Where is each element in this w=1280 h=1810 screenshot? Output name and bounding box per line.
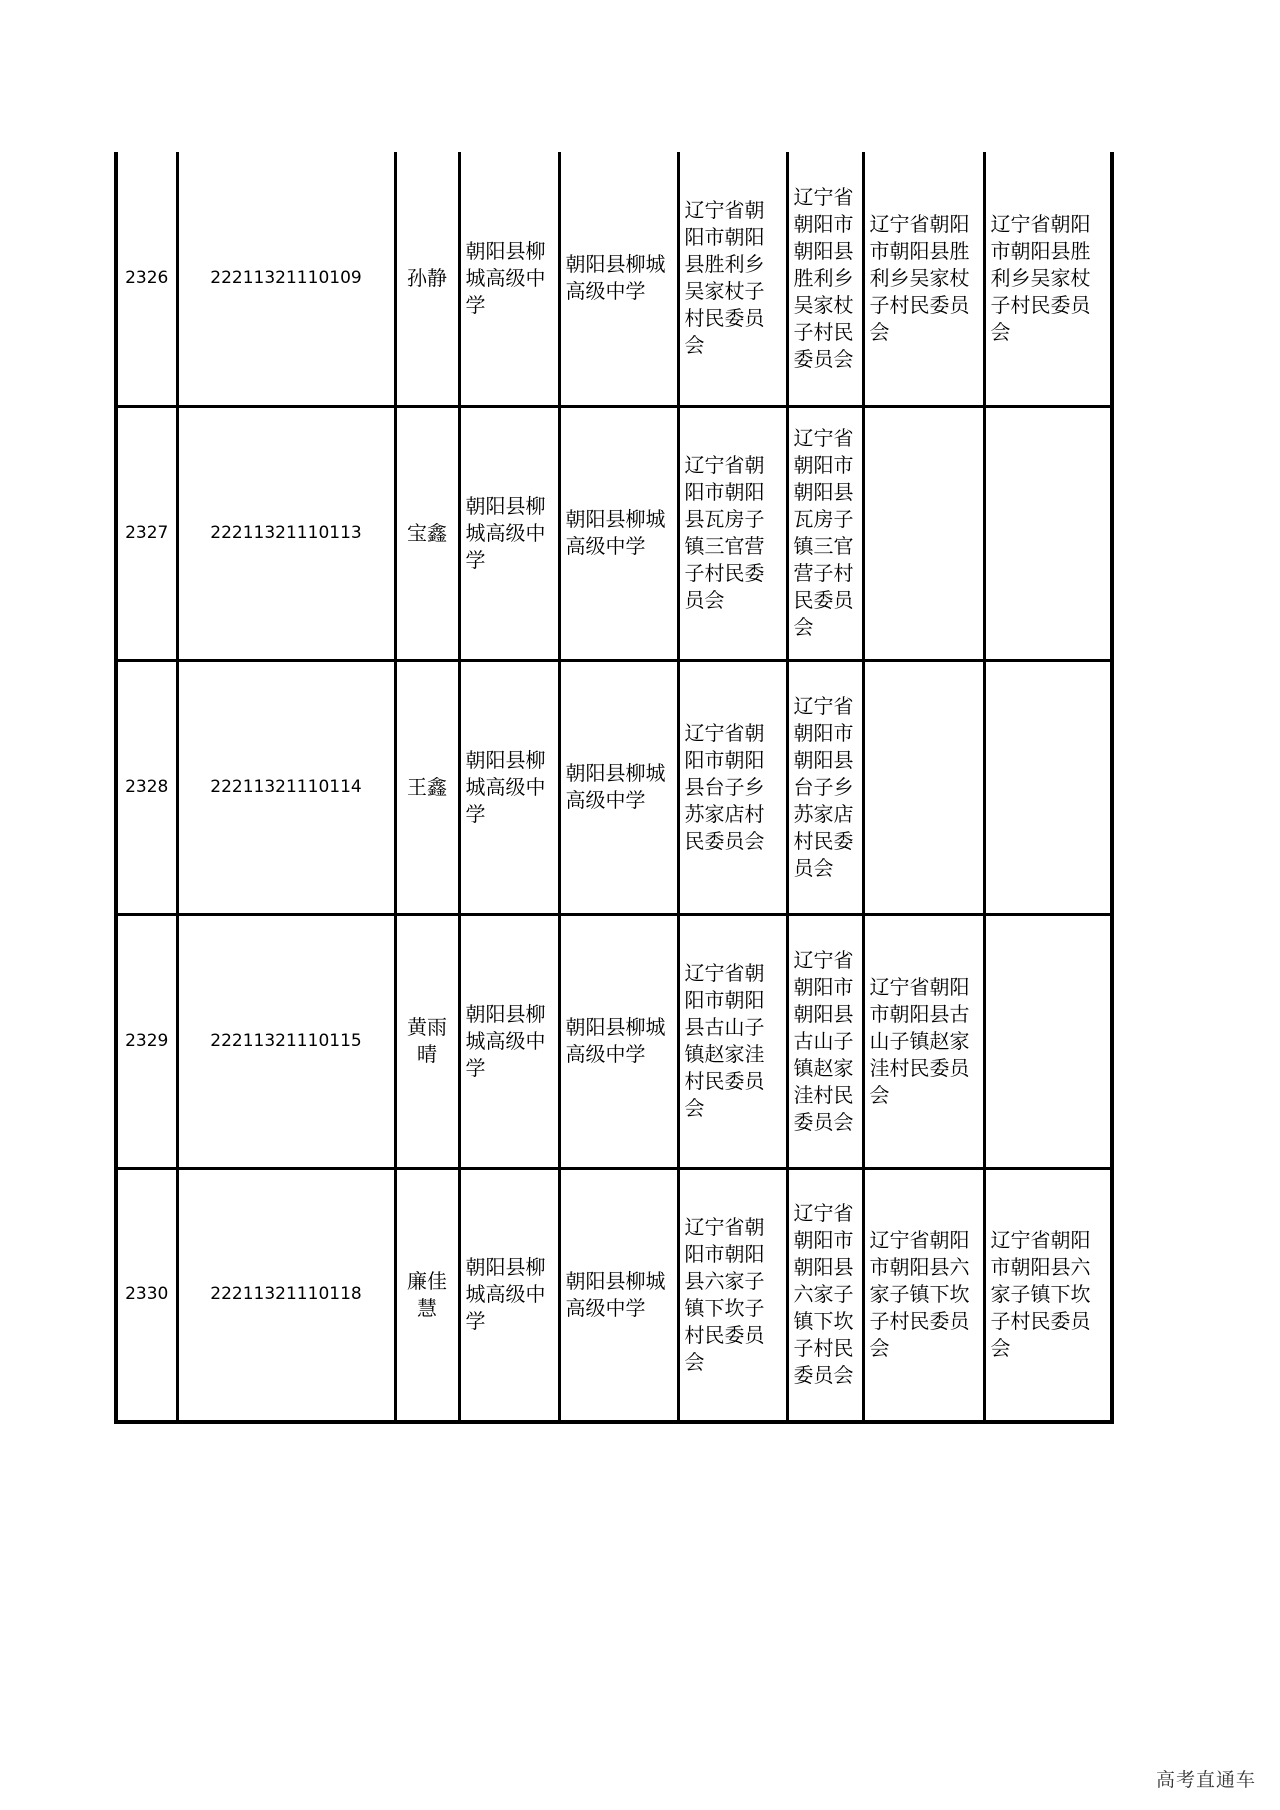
- address-2: 辽宁省朝阳市朝阳县胜利乡吴家杖子村民委员会: [787, 152, 863, 406]
- exam-id: 22211321110114: [177, 660, 395, 914]
- school: 朝阳县柳城高级中学: [459, 406, 559, 660]
- address-3: 辽宁省朝阳市朝阳县胜利乡吴家杖子村民委员会: [863, 152, 984, 406]
- student-name: 孙静: [395, 152, 459, 406]
- school: 朝阳县柳城高级中学: [459, 914, 559, 1168]
- address-1: 辽宁省朝阳市朝阳县台子乡苏家店村民委员会: [678, 660, 787, 914]
- address-1: 辽宁省朝阳市朝阳县六家子镇下坎子村民委员会: [678, 1168, 787, 1422]
- exam-id: 22211321110109: [177, 152, 395, 406]
- student-name: 廉佳慧: [395, 1168, 459, 1422]
- table-row: [116, 660, 1112, 914]
- table-row: [116, 914, 1112, 1168]
- address-4: [984, 660, 1112, 914]
- exam-id: 22211321110113: [177, 406, 395, 660]
- table-row: [116, 1168, 1112, 1422]
- student-name: 宝鑫: [395, 406, 459, 660]
- address-4: 辽宁省朝阳市朝阳县胜利乡吴家杖子村民委员会: [990, 211, 1091, 344]
- watermark-text: 高考直通车: [1155, 1769, 1256, 1791]
- school: 朝阳县柳城高级中学: [459, 660, 559, 914]
- school: 朝阳县柳城高级中学: [459, 1168, 559, 1422]
- table-row: [116, 152, 1112, 406]
- address-2: 辽宁省朝阳市朝阳县六家子镇下坎子村民委员会: [787, 1168, 863, 1422]
- row-number: 2327: [116, 406, 177, 660]
- address-1: 辽宁省朝阳市朝阳县瓦房子镇三官营子村民委员会: [678, 406, 787, 660]
- student-name: 黄雨晴: [395, 914, 459, 1168]
- school-2: 朝阳县柳城高级中学: [559, 914, 678, 1168]
- school-2: 朝阳县柳城高级中学: [559, 152, 678, 406]
- address-4: [984, 914, 1112, 1168]
- address-2: 辽宁省朝阳市朝阳县台子乡苏家店村民委员会: [787, 660, 863, 914]
- school: 朝阳县柳城高级中学: [459, 152, 559, 406]
- roster-table: [114, 152, 1114, 1424]
- address-1: 辽宁省朝阳市朝阳县古山子镇赵家洼村民委员会: [678, 914, 787, 1168]
- row-number: 2326: [116, 152, 177, 406]
- roster-table-container: [114, 152, 1114, 1424]
- address-4: [984, 406, 1112, 660]
- table-row: [116, 406, 1112, 660]
- exam-id: 22211321110115: [177, 914, 395, 1168]
- row-number: 2328: [116, 660, 177, 914]
- row-number: 2330: [116, 1168, 177, 1422]
- address-2: 辽宁省朝阳市朝阳县瓦房子镇三官营子村民委员会: [787, 406, 863, 660]
- address-1: 辽宁省朝阳市朝阳县胜利乡吴家杖子村民委员会: [678, 152, 787, 406]
- school-2: 朝阳县柳城高级中学: [559, 406, 678, 660]
- address-2: 辽宁省朝阳市朝阳县古山子镇赵家洼村民委员会: [787, 914, 863, 1168]
- row-number: 2329: [116, 914, 177, 1168]
- student-name: 王鑫: [395, 660, 459, 914]
- exam-id: 22211321110118: [177, 1168, 395, 1422]
- address-3: [863, 406, 984, 660]
- address-3: 辽宁省朝阳市朝阳县六家子镇下坎子村民委员会: [863, 1168, 984, 1422]
- school-2: 朝阳县柳城高级中学: [559, 1168, 678, 1422]
- address-3: [863, 660, 984, 914]
- school-2: 朝阳县柳城高级中学: [559, 660, 678, 914]
- address-4: 辽宁省朝阳市朝阳县六家子镇下坎子村民委员会: [984, 1168, 1112, 1422]
- address-3: 辽宁省朝阳市朝阳县古山子镇赵家洼村民委员会: [863, 914, 984, 1168]
